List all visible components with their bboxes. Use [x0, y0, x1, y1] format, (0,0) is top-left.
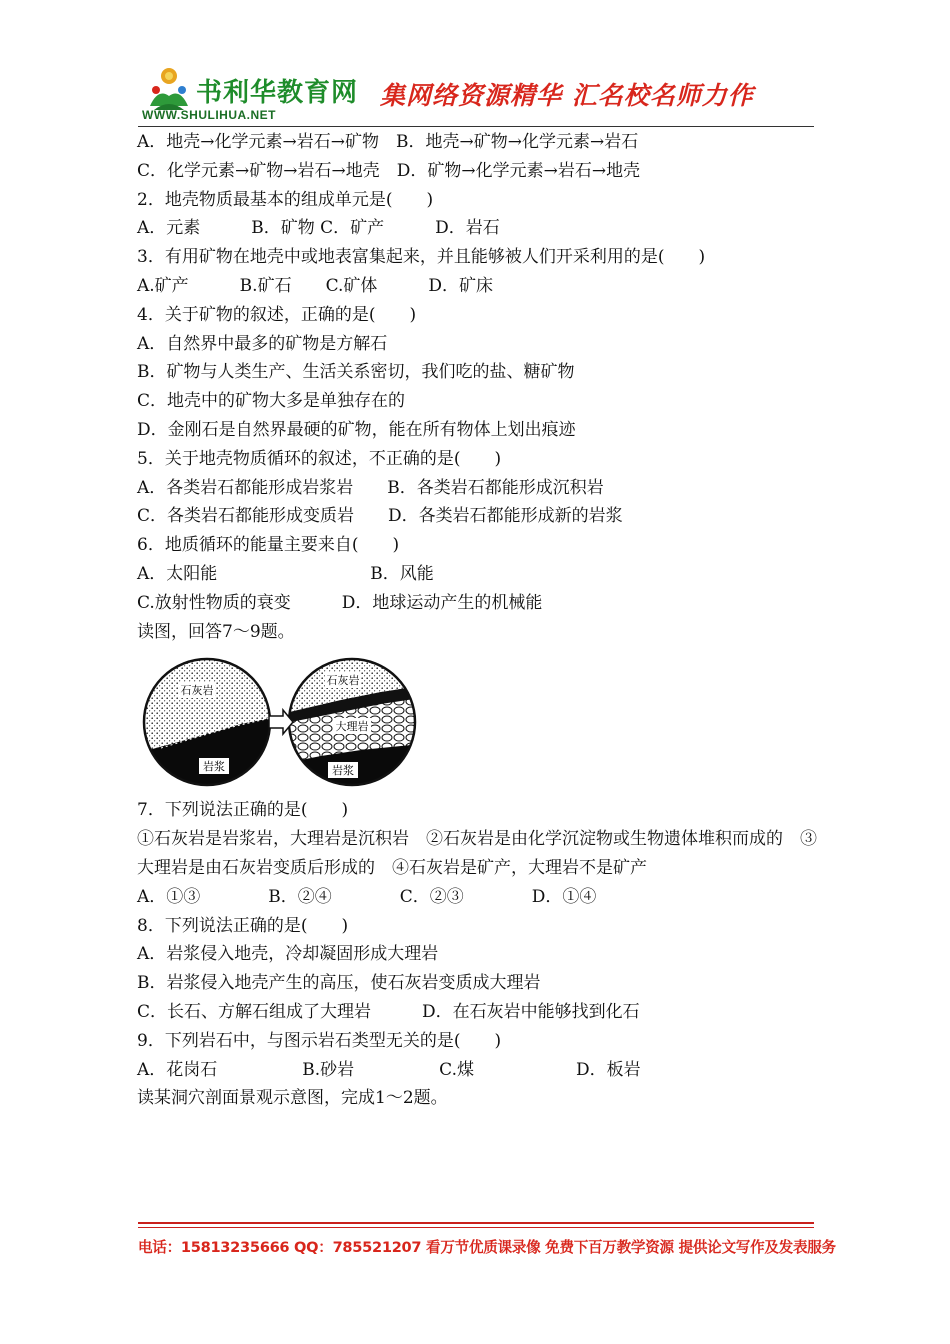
q2-stem: 2．地壳物质最基本的组成单元是( )	[137, 189, 434, 210]
left-top-label: 石灰岩	[180, 684, 214, 698]
rock-figure	[137, 646, 827, 796]
q1-options-cd: C．化学元素→矿物→岩石→地壳 D．矿物→化学元素→岩石→地壳	[137, 160, 641, 181]
q4-stem: 4．关于矿物的叙述，正确的是( )	[137, 304, 417, 325]
q4-option-d: D．金刚石是自然界最硬的矿物，能在所有物体上划出痕迹	[137, 419, 576, 440]
logo-icon	[144, 66, 194, 114]
figure-intro: 读图，回答7～9题。	[137, 621, 295, 642]
q8-option-b: B．岩浆侵入地壳产生的高压，使石灰岩变质成大理岩	[137, 973, 541, 994]
q7-options: A．①③ B．②④ C．②③ D．①④	[137, 886, 597, 907]
q7-stem: 7．下列说法正确的是( )	[137, 800, 349, 821]
q9-options: A．花岗石 B.砂岩 C.煤 D．板岩	[137, 1059, 641, 1080]
right-middle-label: 大理岩	[335, 720, 369, 734]
site-header	[138, 62, 814, 128]
q6-stem: 6．地质循环的能量主要来自( )	[137, 535, 400, 556]
left-bottom-label: 岩浆	[203, 760, 225, 774]
footer-divider-thin	[138, 1227, 814, 1228]
q2-options: A．元素 B．矿物 C．矿产 D．岩石	[137, 218, 500, 239]
q8-stem: 8．下列说法正确的是( )	[137, 915, 349, 936]
header-divider	[138, 126, 814, 127]
q5-options-cd: C．各类岩石都能形成变质岩 D．各类岩石都能形成新的岩浆	[137, 506, 623, 527]
q4-option-c: C．地壳中的矿物大多是单独存在的	[137, 391, 406, 412]
q4-option-a: A．自然界中最多的矿物是方解石	[137, 333, 388, 354]
q5-options-ab: A．各类岩石都能形成岩浆岩 B．各类岩石都能形成沉积岩	[137, 477, 604, 498]
header-slogan: 集网络资源精华 汇名校名师力作	[380, 81, 754, 110]
rock-diagram	[141, 652, 421, 792]
q6-options-cd: C.放射性物质的衰变 D．地球运动产生的机械能	[137, 592, 543, 613]
footer-contact: 电话：15813235666 QQ：785521207 看万节优质课录像 免费下百万教学资源 提供论文写作及发表服务	[138, 1239, 836, 1256]
logo-name: 书利华教育网	[196, 78, 359, 108]
q7-statements: ①石灰岩是岩浆岩，大理岩是沉积岩 ②石灰岩是由化学沉淀物或生物遗体堆积而成的 ③大理岩是由石灰岩变质后形成的 ④石灰岩是矿产，大理岩不是矿产	[137, 829, 817, 878]
q1-options-ab: A．地壳→化学元素→岩石→矿物 B．地壳→矿物→化学元素→岩石	[137, 132, 639, 152]
right-top-label: 石灰岩	[326, 674, 360, 688]
q8-option-a: A．岩浆侵入地壳，冷却凝固形成大理岩	[137, 944, 439, 965]
q8-options-cd: C．长石、方解石组成了大理岩 D．在石灰岩中能够找到化石	[137, 1001, 640, 1022]
cave-intro: 读某洞穴剖面景观示意图，完成1～2题。	[137, 1088, 448, 1109]
q5-stem: 5．关于地壳物质循环的叙述，不正确的是( )	[137, 448, 502, 469]
document-body	[137, 128, 827, 1113]
site-footer	[138, 1222, 836, 1257]
q4-option-b: B．矿物与人类生产、生活关系密切，我们吃的盐、糖矿物	[137, 362, 575, 383]
q9-stem: 9．下列岩石中，与图示岩石类型无关的是( )	[137, 1030, 502, 1051]
logo-url: WWW.SHULIHUA.NET	[142, 108, 276, 122]
q3-stem: 3．有用矿物在地壳中或地表富集起来，并且能够被人们开采利用的是( )	[137, 247, 706, 268]
q6-options-ab: A．太阳能 B．风能	[137, 563, 434, 584]
footer-divider	[138, 1222, 814, 1224]
right-bottom-label: 岩浆	[332, 764, 354, 778]
q3-options: A.矿产 B.矿石 C.矿体 D．矿床	[137, 275, 494, 296]
